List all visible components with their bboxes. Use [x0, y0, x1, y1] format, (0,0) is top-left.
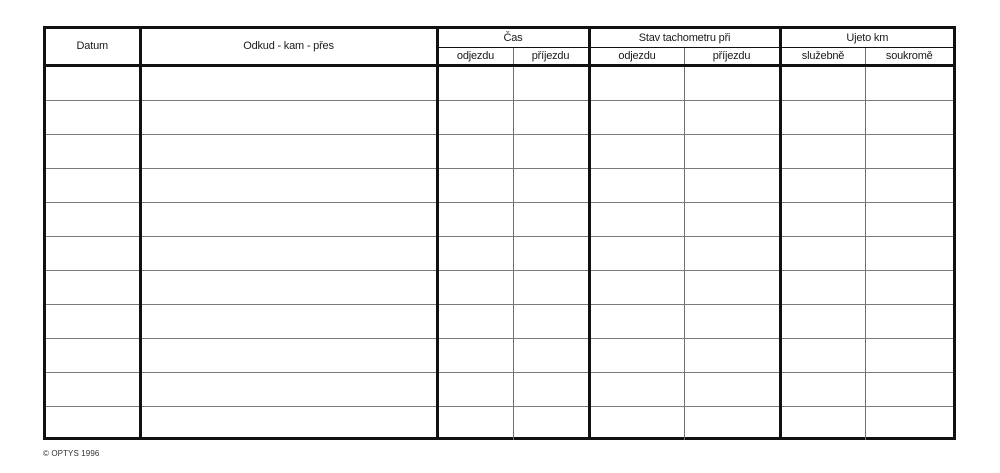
cell-km-private[interactable]: [865, 100, 953, 134]
cell-km-private[interactable]: [865, 65, 953, 100]
cell-odometer-depart[interactable]: [589, 100, 684, 134]
cell-datum[interactable]: [46, 134, 140, 168]
cell-odometer-depart[interactable]: [589, 270, 684, 304]
cell-route[interactable]: [140, 372, 437, 406]
cell-km-business[interactable]: [780, 202, 865, 236]
cell-time-arrive[interactable]: [513, 134, 589, 168]
copyright-note: © OPTYS 1996: [43, 449, 100, 458]
travel-log-form: [43, 26, 956, 440]
cell-km-private[interactable]: [865, 168, 953, 202]
table-row: [46, 372, 953, 406]
cell-odometer-arrive[interactable]: [684, 202, 780, 236]
cell-datum[interactable]: [46, 100, 140, 134]
cell-time-depart[interactable]: [437, 372, 513, 406]
subheader-odometer-depart: odjezdu: [589, 47, 684, 65]
cell-km-private[interactable]: [865, 406, 953, 440]
column-header-route: Odkud - kam - přes: [140, 29, 437, 65]
cell-datum[interactable]: [46, 372, 140, 406]
cell-km-business[interactable]: [780, 100, 865, 134]
subheader-km-business: služebně: [780, 47, 865, 65]
table-row: [46, 270, 953, 304]
cell-km-business[interactable]: [780, 372, 865, 406]
table-row: [46, 134, 953, 168]
cell-km-business[interactable]: [780, 270, 865, 304]
cell-odometer-arrive[interactable]: [684, 270, 780, 304]
cell-odometer-depart[interactable]: [589, 65, 684, 100]
cell-time-arrive[interactable]: [513, 270, 589, 304]
table-body: [46, 65, 953, 440]
cell-time-arrive[interactable]: [513, 304, 589, 338]
cell-km-business[interactable]: [780, 65, 865, 100]
cell-datum[interactable]: [46, 202, 140, 236]
cell-odometer-arrive[interactable]: [684, 134, 780, 168]
column-header-km: Ujeto km: [780, 29, 953, 47]
subheader-time-depart: odjezdu: [437, 47, 513, 65]
cell-odometer-arrive[interactable]: [684, 65, 780, 100]
column-header-time: Čas: [437, 29, 589, 47]
table-row: [46, 236, 953, 270]
cell-km-private[interactable]: [865, 372, 953, 406]
cell-datum[interactable]: [46, 168, 140, 202]
cell-km-business[interactable]: [780, 134, 865, 168]
cell-time-depart[interactable]: [437, 168, 513, 202]
table-row: [46, 338, 953, 372]
cell-odometer-depart[interactable]: [589, 168, 684, 202]
cell-route[interactable]: [140, 338, 437, 372]
subheader-odometer-arrive: příjezdu: [684, 47, 780, 65]
cell-time-arrive[interactable]: [513, 372, 589, 406]
cell-odometer-arrive[interactable]: [684, 406, 780, 440]
cell-route[interactable]: [140, 406, 437, 440]
cell-time-arrive[interactable]: [513, 202, 589, 236]
cell-odometer-depart[interactable]: [589, 338, 684, 372]
column-header-odometer: Stav tachometru při: [589, 29, 780, 47]
table-row: [46, 202, 953, 236]
cell-time-depart[interactable]: [437, 270, 513, 304]
cell-odometer-arrive[interactable]: [684, 304, 780, 338]
cell-datum[interactable]: [46, 270, 140, 304]
cell-time-arrive[interactable]: [513, 406, 589, 440]
cell-route[interactable]: [140, 134, 437, 168]
cell-odometer-arrive[interactable]: [684, 236, 780, 270]
cell-time-depart[interactable]: [437, 406, 513, 440]
cell-time-depart[interactable]: [437, 134, 513, 168]
cell-time-depart[interactable]: [437, 338, 513, 372]
cell-km-private[interactable]: [865, 270, 953, 304]
cell-odometer-depart[interactable]: [589, 134, 684, 168]
cell-odometer-depart[interactable]: [589, 304, 684, 338]
cell-odometer-depart[interactable]: [589, 406, 684, 440]
cell-time-arrive[interactable]: [513, 65, 589, 100]
cell-odometer-arrive[interactable]: [684, 338, 780, 372]
cell-time-depart[interactable]: [437, 100, 513, 134]
cell-km-business[interactable]: [780, 338, 865, 372]
cell-datum[interactable]: [46, 406, 140, 440]
cell-datum[interactable]: [46, 236, 140, 270]
cell-time-depart[interactable]: [437, 236, 513, 270]
cell-odometer-depart[interactable]: [589, 236, 684, 270]
cell-time-arrive[interactable]: [513, 338, 589, 372]
cell-route[interactable]: [140, 65, 437, 100]
table-row: [46, 100, 953, 134]
cell-time-depart[interactable]: [437, 304, 513, 338]
travel-log-table: [46, 29, 953, 440]
cell-odometer-depart[interactable]: [589, 372, 684, 406]
cell-route[interactable]: [140, 236, 437, 270]
subheader-km-private: soukromě: [865, 47, 953, 65]
cell-odometer-depart[interactable]: [589, 202, 684, 236]
cell-route[interactable]: [140, 304, 437, 338]
cell-km-private[interactable]: [865, 304, 953, 338]
cell-datum[interactable]: [46, 338, 140, 372]
cell-km-private[interactable]: [865, 134, 953, 168]
cell-odometer-arrive[interactable]: [684, 168, 780, 202]
table-row: [46, 406, 953, 440]
cell-km-private[interactable]: [865, 338, 953, 372]
cell-km-business[interactable]: [780, 236, 865, 270]
cell-route[interactable]: [140, 100, 437, 134]
table-row: [46, 304, 953, 338]
cell-route[interactable]: [140, 270, 437, 304]
table-row: [46, 168, 953, 202]
cell-datum[interactable]: [46, 304, 140, 338]
cell-km-business[interactable]: [780, 168, 865, 202]
cell-km-private[interactable]: [865, 236, 953, 270]
subheader-time-arrive: příjezdu: [513, 47, 589, 65]
cell-time-depart[interactable]: [437, 65, 513, 100]
cell-odometer-arrive[interactable]: [684, 100, 780, 134]
cell-route[interactable]: [140, 168, 437, 202]
cell-time-arrive[interactable]: [513, 100, 589, 134]
column-header-datum: Datum: [46, 29, 140, 65]
cell-km-business[interactable]: [780, 406, 865, 440]
cell-km-business[interactable]: [780, 304, 865, 338]
cell-time-arrive[interactable]: [513, 168, 589, 202]
table-row: [46, 65, 953, 100]
cell-time-depart[interactable]: [437, 202, 513, 236]
cell-time-arrive[interactable]: [513, 236, 589, 270]
cell-km-private[interactable]: [865, 202, 953, 236]
cell-route[interactable]: [140, 202, 437, 236]
cell-datum[interactable]: [46, 65, 140, 100]
cell-odometer-arrive[interactable]: [684, 372, 780, 406]
